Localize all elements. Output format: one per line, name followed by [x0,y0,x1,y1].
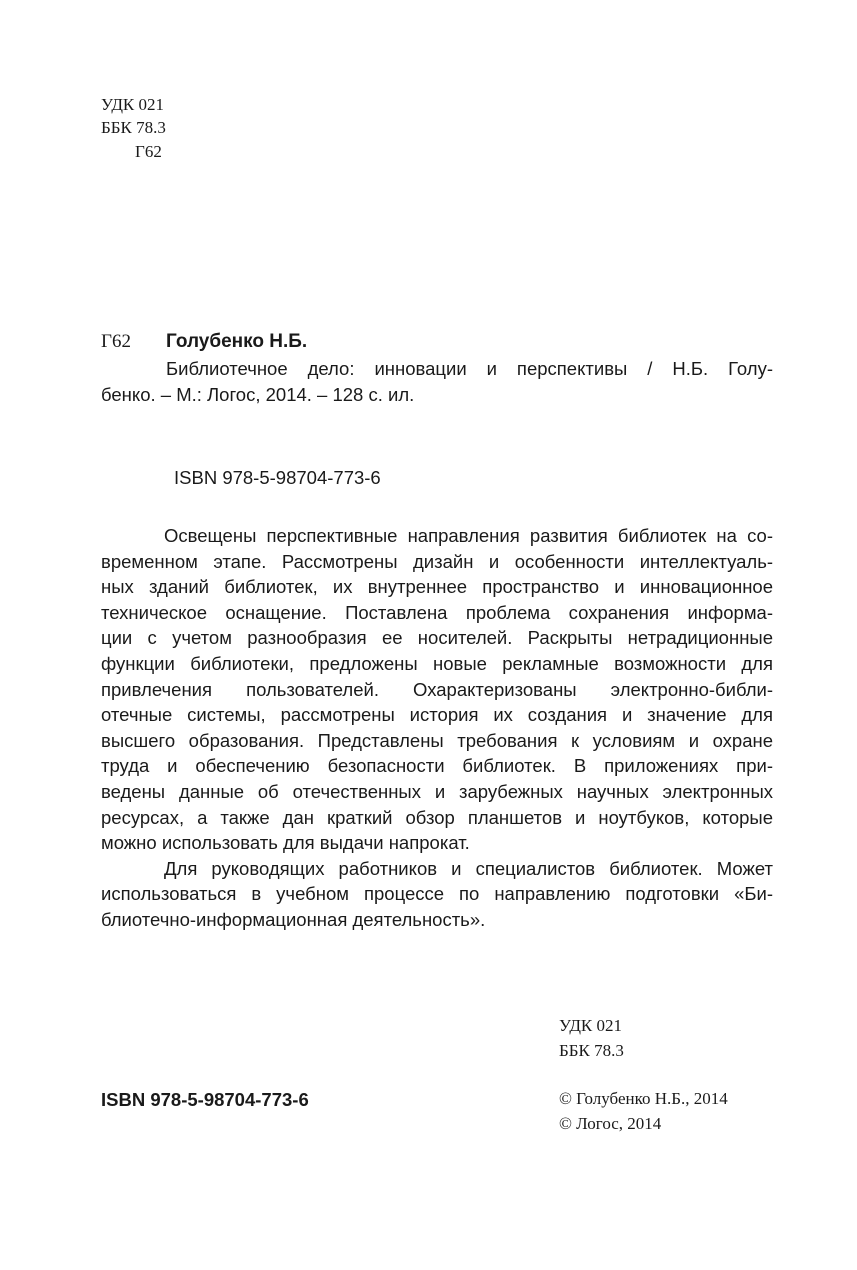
entry-author: Голубенко Н.Б. [166,331,308,352]
annotation-line: функции библиотеки, предложены новые рекламные возможности для [101,652,773,674]
bottom-bbk-code: ББК 78.3 [559,1041,624,1060]
copyright-author: © Голубенко Н.Б., 2014 [559,1089,728,1108]
annotation-line: привлечения пользователей. Охарактеризованы электронно-библи- [101,678,773,700]
annotation-line: временном этапе. Рассмотрены дизайн и особенности интеллектуаль- [101,550,773,572]
annotation-line: труда и обеспечению безопасности библиотек. В приложениях при- [101,755,773,777]
annotation-line: техническое оснащение. Поставлена проблема сохранения информа- [101,601,773,623]
entry-title-line: Библиотечное дело: инновации и перспективы / Н.Б. Голу- [166,358,773,379]
annotation-line: Для руководящих работников и специалистов библиотек. Может [164,857,773,879]
top-udk-code: УДК 021 [101,95,165,114]
annotation-line: можно использовать для выдачи напрокат. [101,832,470,854]
annotation-line: ции с учетом разнообразия ее носителей. Раскрыты нетрадиционные [101,627,773,649]
bottom-isbn: ISBN 978-5-98704-773-6 [101,1089,309,1110]
annotation-line: использоваться в учебном процессе по направлению подготовки «Би- [101,883,773,905]
copyright-publisher: © Логос, 2014 [559,1114,662,1133]
top-author-mark: Г62 [135,142,162,161]
annotation-line: высшего образования. Представлены требования к условиям и охране [101,729,773,751]
annotation-line: ведены данные об отечественных и зарубежных научных электронных [101,780,773,802]
entry-isbn: ISBN 978-5-98704-773-6 [174,467,381,488]
annotation-line: ресурсах, а также дан краткий обзор планшетов и ноутбуков, которые [101,806,773,828]
entry-title-line: бенко. – М.: Логос, 2014. – 128 с. ил. [101,384,415,405]
entry-author-mark: Г62 [101,331,131,352]
entry-title [101,356,773,408]
top-bbk-code: ББК 78.3 [101,118,166,137]
annotation-line: ных зданий библиотек, их внутреннее пространство и инновационное [101,576,773,598]
annotation-line: блиотечно-информационная деятельность». [101,908,486,930]
annotation-line: отечные системы, рассмотрены история их создания и значение для [101,704,773,726]
bottom-udk-code: УДК 021 [559,1016,623,1035]
annotation [101,523,773,933]
annotation-line: Освещены перспективные направления развития библиотек на со- [164,525,773,546]
